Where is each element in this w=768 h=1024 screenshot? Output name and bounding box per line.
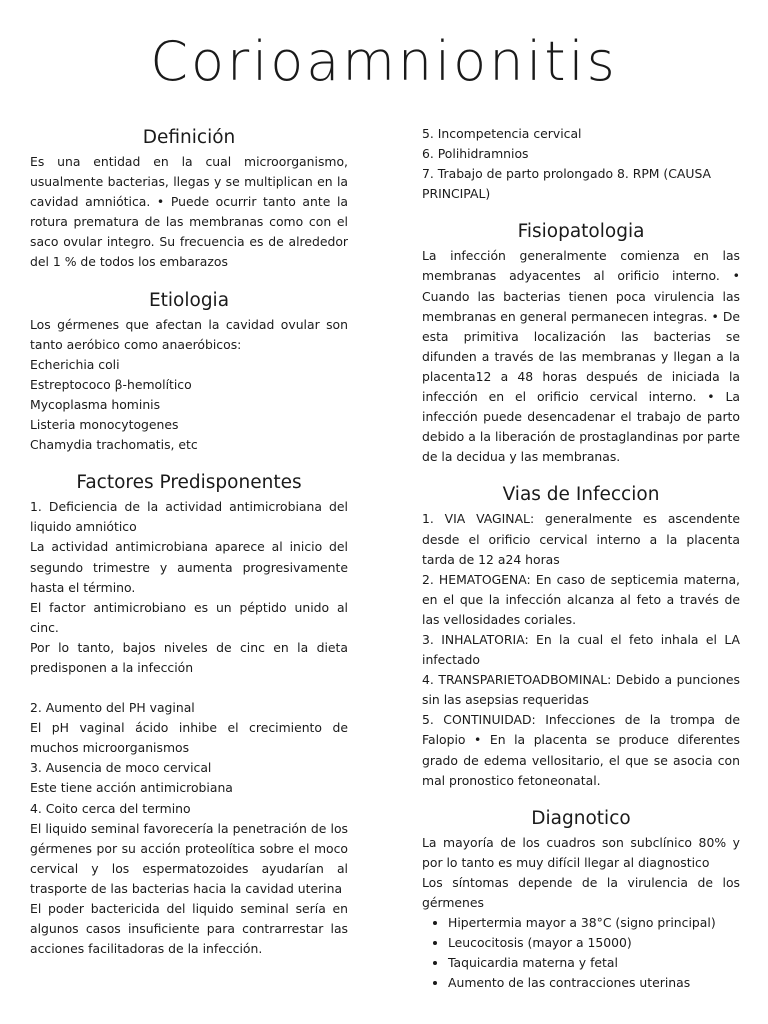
factores-paragraph: Este tiene acción antimicrobiana	[30, 780, 233, 796]
factores-paragraph: 2. Aumento del PH vaginal	[30, 700, 195, 716]
factores-paragraph: El poder bactericida del liquido seminal sería en algunos casos insuficiente para contrarrestar las acciones facilitadoras de la infección.	[30, 901, 348, 957]
etiologia-item: Mycoplasma hominis	[30, 396, 161, 412]
vias-item: 3. INHALATORIA: En la cual el feto inhala el LA infectado	[422, 631, 740, 668]
diagnotico-paragraph: La mayoría de los cuadros son subclínico 80% y por lo tanto es muy difícil llegar al diagnostico	[422, 834, 740, 870]
left-column	[30, 124, 348, 959]
factores-paragraph: 3. Ausencia de moco cervical	[30, 760, 212, 776]
page-title: Corioamnionitis	[150, 30, 618, 93]
etiologia-intro: Los gérmenes que afectan la cavidad ovular son tanto aeróbico como anaeróbicos:	[30, 316, 348, 352]
factores-paragraph: El factor antimicrobiano es un péptido unido al cinc.	[30, 599, 348, 635]
fisiopatologia-text: La infección generalmente comienza en las membranas adyacentes al orificio interno. • Cuando las bacterias tienen poca virulencia las membranas en general permanecen integras. • De esta primitiva localización las bacterias se difunden a través de las membranas y llegan a la placenta12 a 48 horas después de iniciada la infección en el orificio cervical interno. • La infección puede desencadenar el trabajo de parto debido a la liberación de prostaglandinas por parte de la decidua y las membranas.	[422, 248, 740, 465]
vias-item: 4. TRANSPARIETOADBOMINAL: Debido a punciones sin las asepsias requeridas	[422, 672, 740, 708]
etiologia-item: Echerichia coli	[30, 356, 120, 372]
factores-paragraph: 1. Deficiencia de la actividad antimicrobiana del liquido amniótico	[30, 499, 348, 535]
etiologia-item: Listeria monocytogenes	[30, 417, 179, 433]
factores-paragraph: Por lo tanto, bajos niveles de cinc en la dieta predisponen a la infección	[30, 639, 348, 675]
vias-item: 1. VIA VAGINAL: generalmente es ascendente desde el orificio cervical interno a la placenta tarda de 12 a24 horas	[422, 511, 740, 567]
etiologia-heading: Etiologia	[148, 289, 230, 311]
vias-item: 5. CONTINUIDAD: Infecciones de la trompa de Falopio • En la placenta se produce diferentes grado de edema vellositario, el que se asocia con mal pronostico fetoneonatal.	[422, 712, 740, 788]
factores-paragraph: La actividad antimicrobiana aparece al inicio del segundo trimestre y aumenta progresivamente hasta el término.	[30, 539, 348, 595]
factores-paragraph: El liquido seminal favorecería la penetración de los gérmenes por su acción proteolítica sobre el moco cervical y los espermatozoides ayudarían al trasporte de las bacterias hacia la cavidad uterina	[30, 820, 348, 896]
diagnotico-list	[422, 913, 740, 993]
factores-continued-item: 6. Polihidramnios	[422, 146, 529, 162]
list-item: • Taquicardia materna y fetal	[448, 953, 740, 973]
right-column	[422, 124, 740, 993]
factores-paragraph: 4. Coito cerca del termino	[30, 800, 191, 816]
fisiopatologia-heading: Fisiopatologia	[517, 221, 645, 243]
vias-item: 2. HEMATOGENA: En caso de septicemia materna, en el que la infección alcanza al feto a través de las vellosidades coriales.	[422, 571, 740, 627]
list-item: • Leucocitosis (mayor a 15000)	[448, 933, 740, 953]
factores-continued-item: 7. Trabajo de parto prolongado 8. RPM (CAUSA PRINCIPAL)	[422, 166, 712, 202]
diagnotico-paragraph: Los síntomas depende de la virulencia de los gérmenes	[422, 874, 740, 910]
factores-heading: Factores Predisponentes	[76, 472, 302, 494]
factores-paragraph: El pH vaginal ácido inhibe el crecimiento de muchos microorganismos	[30, 720, 348, 756]
list-item: • Aumento de las contracciones uterinas	[448, 973, 740, 993]
definicion-heading: Definición	[142, 127, 236, 148]
definicion-text: Es una entidad en la cual microorganismo, usualmente bacterias, llegas y se multiplican en la cavidad amniótica. • Puede ocurrir tanto ante la rotura prematura de las membranas como con el saco ovular integro. Su frecuencia es de alrededor del 1 % de todos los embarazos	[30, 154, 348, 270]
etiologia-item: Chamydia trachomatis, etc	[30, 437, 198, 453]
diagnotico-heading: Diagnotico	[531, 807, 631, 829]
vias-heading: Vias de Infeccion	[502, 484, 660, 506]
etiologia-item: Estreptococo β-hemolítico	[30, 376, 192, 392]
list-item: • Hipertermia mayor a 38°C (signo principal)	[448, 913, 740, 933]
factores-continued-item: 5. Incompetencia cervical	[422, 126, 582, 141]
